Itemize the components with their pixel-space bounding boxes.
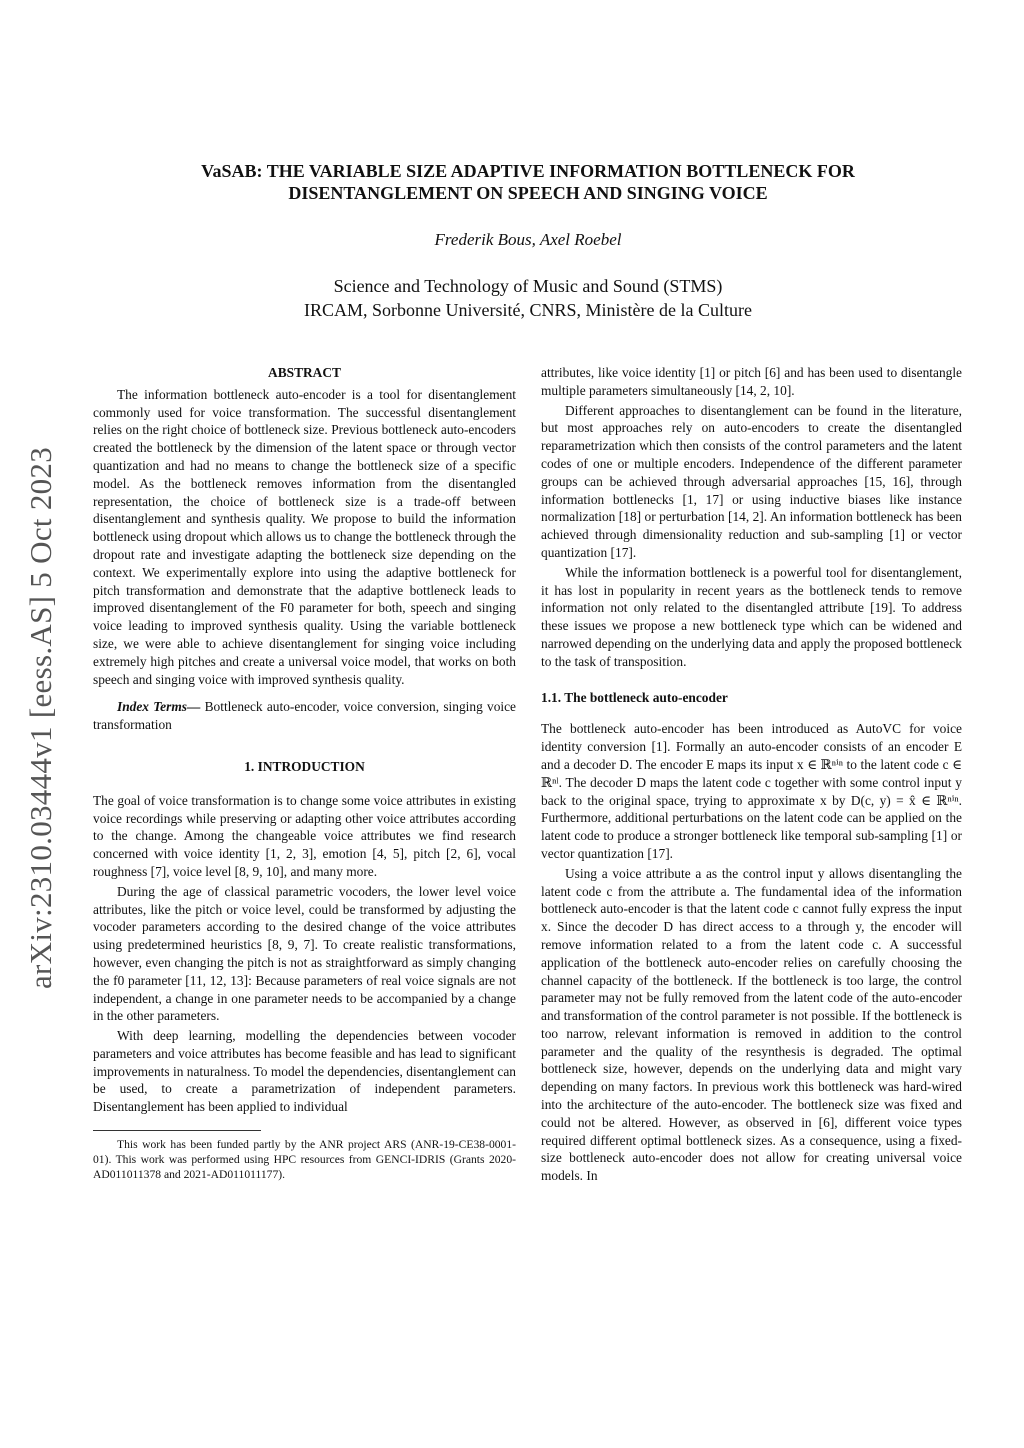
arxiv-stamp: arXiv:2310.03444v1 [eess.AS] 5 Oct 2023 <box>23 446 58 990</box>
abstract-heading: ABSTRACT <box>268 365 341 380</box>
left-column <box>93 364 516 1182</box>
intro-paragraph-6: While the information bottleneck is a powerful tool for disentanglement, it has lost in popularity in recent years as the bottleneck tends to remove information not only related to the disentangled attribute [19]. To address these issues we propose a new bottleneck type which can be widened and narrowed depending on the underlying data and apply the proposed bottleneck to the task of transposition. <box>541 564 962 669</box>
footnote: This work has been funded partly by the ANR project ARS (ANR-19-CE38-0001-01). This work was performed using HPC resources from GENCI-IDRIS (Grants 2020-AD011011378 and 2021-AD011011177). <box>93 1138 516 1182</box>
intro-paragraph-1: The goal of voice transformation is to change some voice attributes in existing voice recordings while preserving or adapting other voice attributes according to the change. Among the changeable voice attributes we find research concerned with voice identity [1, 2, 3], emotion [4, 5], pitch [2, 6], vocal roughness [7], voice level [8, 9, 10], and many more. <box>93 792 516 879</box>
intro-paragraph-3: With deep learning, modelling the dependencies between vocoder parameters and voice attributes has become feasible and has lead to significant improvements in naturalness. To model the dependencies, disentanglement can be used, to create a parametrization of independent parameters. Disentanglement has been applied to individual <box>93 1028 516 1115</box>
authors: Frederik Bous, Axel Roebel <box>434 230 622 249</box>
title-line-1: VaSAB: THE VARIABLE SIZE ADAPTIVE INFORMATION BOTTLENECK FOR <box>201 161 855 181</box>
intro-heading: 1. INTRODUCTION <box>244 758 365 774</box>
affiliation <box>120 274 936 322</box>
paper-title <box>120 160 936 204</box>
affiliation-line-2: IRCAM, Sorbonne Université, CNRS, Ministère de la Culture <box>304 300 752 320</box>
footnote-rule <box>93 1130 261 1131</box>
title-line-2: DISENTANGLEMENT ON SPEECH AND SINGING VOICE <box>288 183 768 203</box>
index-terms-text: Bottleneck auto-encoder, voice conversion, singing voice transformation <box>93 699 516 733</box>
intro-paragraph-4: attributes, like voice identity [1] or pitch [6] and has been used to disentangle multiple parameters simultaneously [14, 2, 10]. <box>541 365 962 398</box>
subsection-heading: 1.1. The bottleneck auto-encoder <box>541 689 728 705</box>
intro-paragraph-2: During the age of classical parametric vocoders, the lower level voice attributes, like the pitch or voice level, could be transformed by adjusting the vocoder parameters according to the desired change of the voice attributes using predetermined heuristics [8, 9, 7]. To create realistic transformations, however, even changing the pitch is not as straightforward as simply changing the f0 parameter [11, 12, 13]: Because parameters of real voice signals are not independent, a change in one parameter needs to be accompanied by a change in the other parameters. <box>93 883 516 1024</box>
subsection-paragraph-2: Using a voice attribute a as the control input y allows disentangling the latent code c from the attribute a. The fundamental idea of the information bottleneck auto-encoder is that the latent code c cannot fully express the input x. Since the decoder D has direct access to a through y, the encoder will remove information related to a from the latent code c. A successful application of the bottleneck auto-encoder relies on carefully choosing the channel capacity of the bottleneck. If the bottleneck is too large, the control parameter may not be fully removed from the latent code of the auto-encoder and transformation of the control parameter is not possible. If the bottleneck is too narrow, relevant information is removed in addition to the control parameter and the quality of the resynthesis is degraded. The optimal bottleneck size, however, depends on the underlying data and might vary depending on many factors. In previous work this bottleneck was hard-wired into the architecture of the auto-encoder. The bottleneck size was fixed and could not be altered. However, as observed in [6], different voice types required different optimal bottleneck sizes. As a consequence, using a fixed-size bottleneck auto-encoder does not allow for creating universal voice models. In <box>541 865 962 1184</box>
intro-paragraph-5: Different approaches to disentanglement can be found in the literature, but most approaches rely on auto-encoders to create the disentangled reparametrization which then consists of the control parameters and the latent codes of one or multiple encoders. Independence of the different parameter groups can be achieved through adversarial approaches [15, 16], through information bottlenecks [1, 17] or using inductive biases like instance normalization [18] or perturbation [14, 2]. An information bottleneck has been achieved through dimensionality reduction and sub-sampling [1] or vector quantization [17]. <box>541 402 962 560</box>
right-column <box>541 364 962 1185</box>
abstract-text: The information bottleneck auto-encoder is a tool for disentanglement commonly used for voice transformation. The successful disentanglement relies on the right choice of bottleneck size. Previous bottleneck auto-encoders created the bottleneck by the dimension of the latent space or through vector quantization and had no means to change the bottleneck size of a specific model. As the bottleneck removes information from the disentangled representation, the choice of bottleneck size is a trade-off between disentanglement and synthesis quality. We propose to build the information bottleneck using dropout which allows us to change the bottleneck through the dropout rate and investigate adapting the bottleneck size depending on the context. We experimentally explore into using the adaptive bottleneck for pitch transformation and demonstrate that the adaptive bottleneck leads to improved disentanglement of the F0 parameter for both, speech and singing voice leading to improved synthesis quality. Using the variable bottleneck size, we were able to achieve disentanglement for singing voice including extremely high pitches and create a universal voice model, that works on both speech and singing voice with improved synthesis quality. <box>93 386 516 687</box>
subsection-paragraph-1: The bottleneck auto-encoder has been introduced as AutoVC for voice identity conversion [1]. Formally an auto-encoder consists of an encoder E and a decoder D. The encoder E maps its input x ∈ ℝⁿⁱⁿ to the latent code c ∈ ℝⁿˡ. The decoder D maps the latent code c together with some control input y back to the original space, trying to approximate x by D(c, y) = x̂ ∈ ℝⁿⁱⁿ. Furthermore, additional perturbations on the latent code can be applied on the latent code to produce a stronger bottleneck like temporal sub-sampling [1] or vector quantization [17]. <box>541 721 962 861</box>
index-terms-label: Index Terms— <box>117 699 201 715</box>
index-terms <box>93 698 516 734</box>
affiliation-line-1: Science and Technology of Music and Sound (STMS) <box>333 276 723 296</box>
